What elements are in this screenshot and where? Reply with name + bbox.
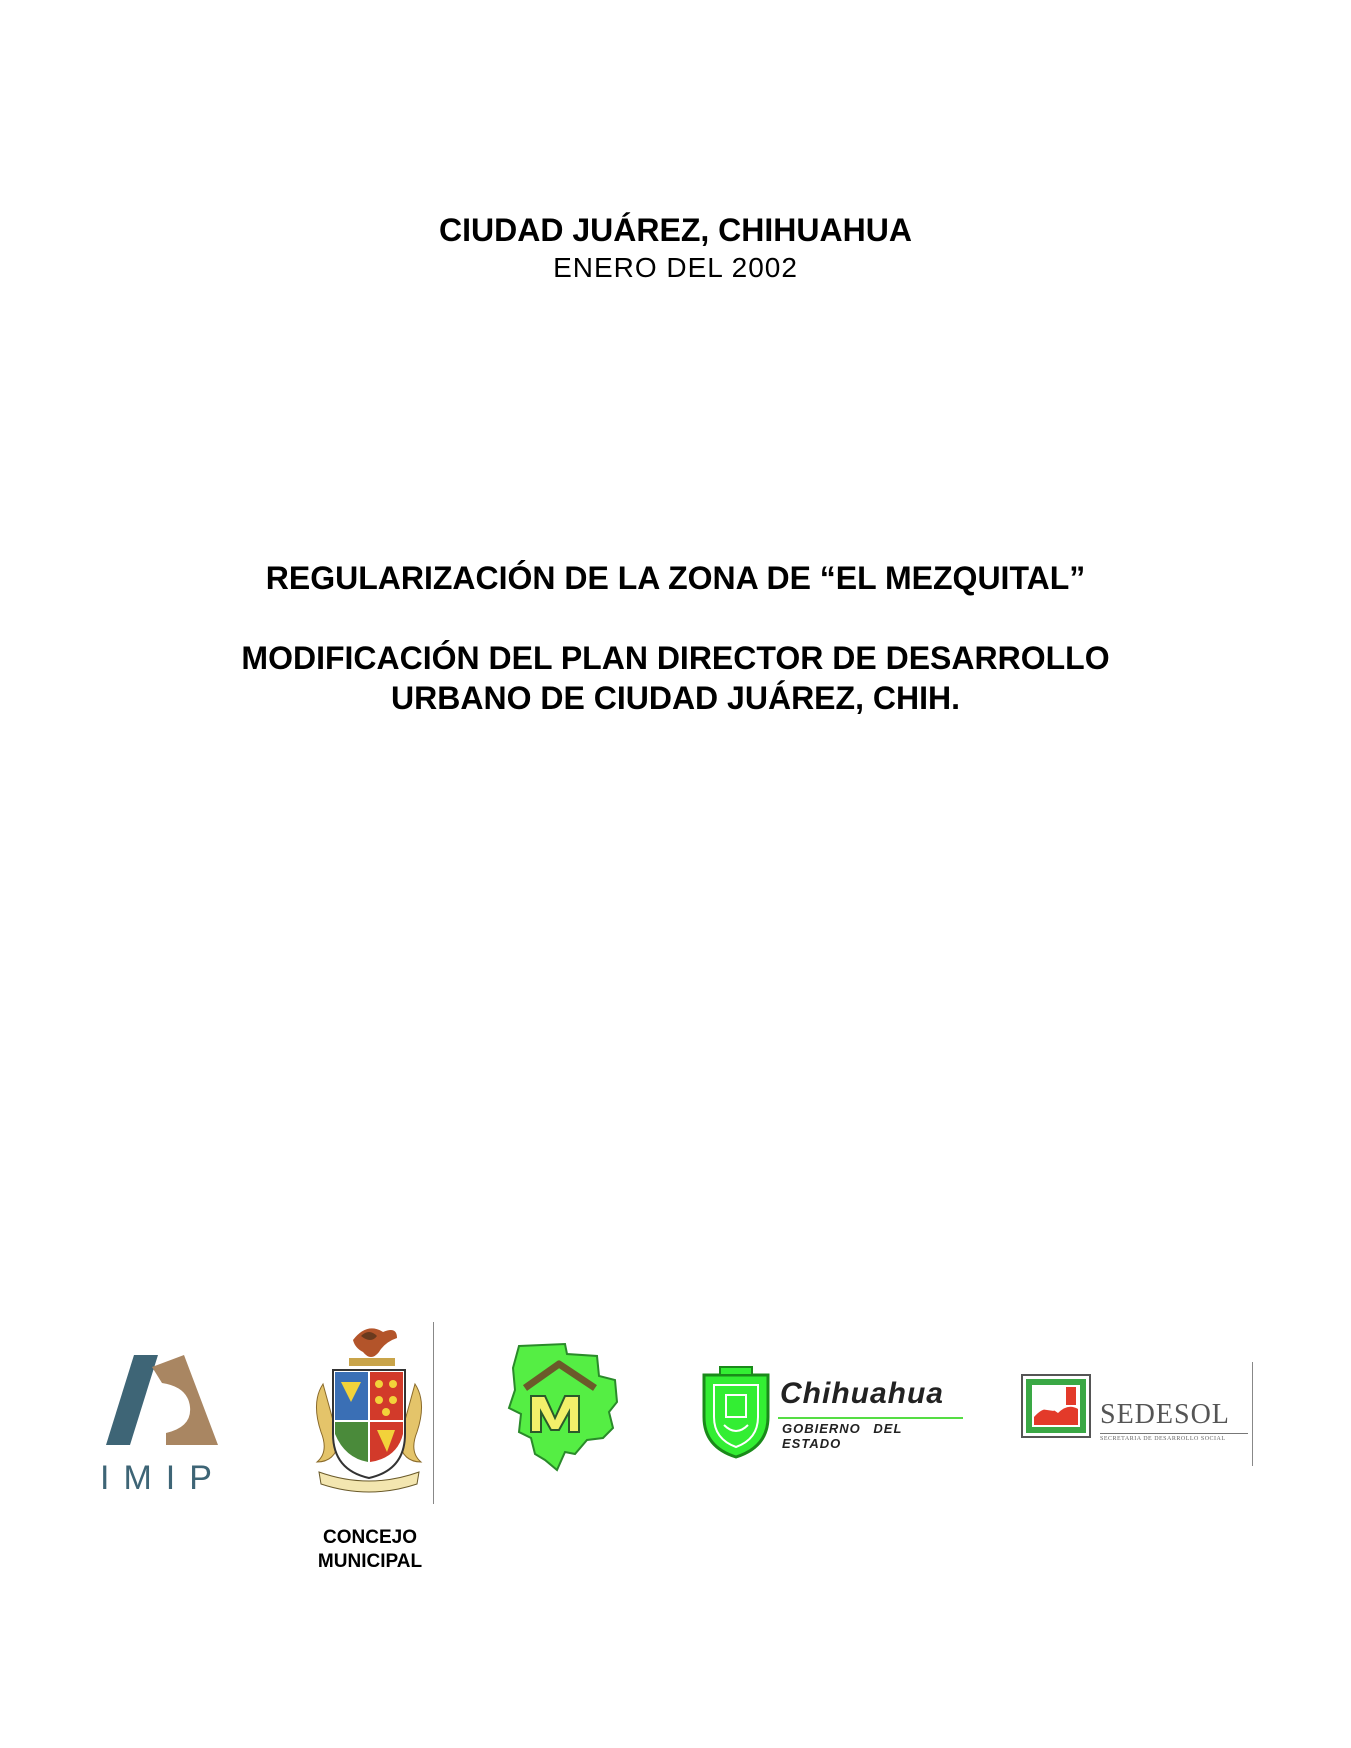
state-government-shield-icon xyxy=(700,1365,772,1460)
sedesol-text: SEDESOL xyxy=(1100,1399,1230,1430)
state-map-icon xyxy=(505,1342,620,1472)
concejo-label-line-2: MUNICIPAL xyxy=(317,1551,423,1572)
document-subtitle xyxy=(0,638,1351,718)
sedesol-small-text: SECRETARIA DE DESARROLLO SOCIAL xyxy=(1100,1436,1226,1442)
gobierno-underline xyxy=(778,1417,963,1419)
gobierno-subtitle: GOBIERNO DEL ESTADO xyxy=(782,1421,903,1451)
city-heading: CIUDAD JUÁREZ, CHIHUAHUA xyxy=(439,212,912,248)
document-title: REGULARIZACIÓN DE LA ZONA DE “EL MEZQUITAL” xyxy=(265,560,1086,596)
gobierno-title: Chihuahua xyxy=(780,1377,944,1410)
chihuahua-state-map-logo xyxy=(505,1342,620,1472)
concejo-municipal-label xyxy=(300,1526,440,1574)
subtitle-line-2: URBANO DE CIUDAD JUÁREZ, CHIH. xyxy=(391,680,960,716)
divider xyxy=(433,1322,434,1504)
gobierno-del-estado-logo xyxy=(700,1365,965,1460)
concejo-label-line-1: CONCEJO xyxy=(323,1527,417,1548)
sedesol-underline xyxy=(1100,1433,1248,1434)
sedesol-logo xyxy=(1020,1355,1255,1465)
coat-of-arms-icon xyxy=(305,1322,430,1502)
sedesol-emblem-icon xyxy=(1020,1373,1092,1443)
subtitle-line-1: MODIFICACIÓN DEL PLAN DIRECTOR DE DESARROLLO xyxy=(241,640,1110,676)
imip-text: IMIP xyxy=(100,1459,226,1497)
divider xyxy=(1252,1362,1253,1466)
municipal-coat-of-arms xyxy=(305,1322,430,1502)
date-line: ENERO DEL 2002 xyxy=(553,252,798,283)
imip-logo xyxy=(100,1355,225,1495)
imip-icon xyxy=(100,1355,225,1455)
